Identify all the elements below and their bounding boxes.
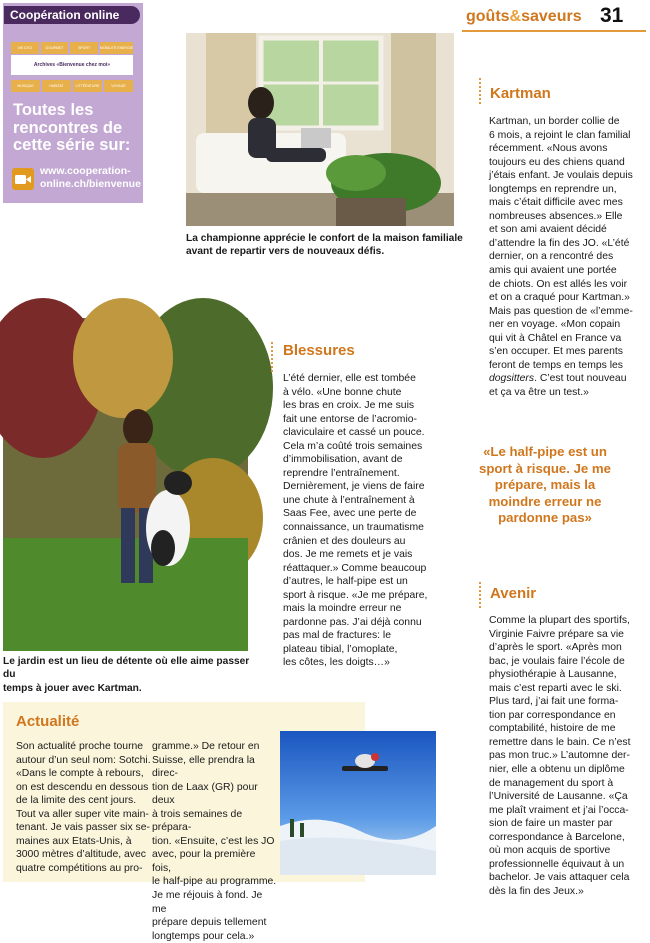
blessures-text: L’été dernier, elle est tombée à vélo. «Une bonne chute les bras en croix. Je me suis fait une entorse de l’acromio- claviculaire et cassé un pouce. Cela m’a coûté trois semaines d’immobilisation, avant de reprendre l’entraînement. Dernièrement, je viens de faire une chute à l’entraînement à Saas Fee, avec une perte de connaissance, un traumatisme crânien et des douleurs au dos. Je me remets et je vais réattaquer.» Comme beaucoup d’autres, le half-pipe est un sport à risque. «Je me prépare, mais la moindre erreur ne pardonne pas. J’ai déjà connu pas mal de fractures: le plateau tibial, l’omoplate, les côtes, les doigts…» [283, 373, 428, 669]
magazine-title-part1: goûts [466, 8, 510, 25]
kartman-text-end: . C’est tout nouveau et ça va être un test.» [489, 373, 627, 398]
avenir-text: Comme la plupart des sportifs, Virginie Faivre prépare sa vie d’après le sport. «Après mon bac, je voulais faire l’école de physiothérapie à Lausanne, mais c’est reparti avec le ski. Plus tard, j’ai fait une forma- tion par correspondance en comptabilité, histoire de me remettre dans le bain. Ce n’est pas mon truc.» L’automne der- nier, elle a obtenu un diplôme de management du sport à l’Université de Lausanne. «Ça me plaît vraiment et j’ai l’occa- sion de faire un master par correspondance à Barcelone, où mon acquis de sportive professionnelle équivaut à un bachelor. Je vais attaquer cela dès la fin des Jeux.» [489, 615, 631, 897]
photo1-caption: La championne apprécie le confort de la maison familiale avant de repartir vers de nouveaux défis. [186, 233, 463, 258]
promo-mini-tab[interactable]: LITTÉRATURE [73, 80, 102, 92]
promo-mini-tab[interactable]: SPORT [70, 42, 98, 54]
photo-halfpipe-jump [280, 731, 436, 875]
avenir-heading: Avenir [490, 585, 537, 602]
promo-mini-tab[interactable]: GOURMET [41, 42, 69, 54]
photo-garden-with-dog [3, 318, 248, 651]
promo-mini-tab[interactable]: MOBILITÉ ENERGIE [100, 42, 133, 54]
magazine-title [466, 8, 582, 26]
kartman-divider [479, 78, 481, 104]
photo2-caption: Le jardin est un lieu de détente où elle aime passer du temps à jouer avec Kartman. [3, 656, 250, 694]
kartman-text-italic: dogsitters [489, 373, 535, 385]
promo-mini-tab[interactable]: MUSIQUE [11, 80, 40, 92]
promo-url-link[interactable]: www.cooperation- online.ch/bienvenue [40, 165, 141, 190]
promo-mini-tab[interactable]: VOYAGE [104, 80, 133, 92]
promo-title: Coopération online [4, 6, 140, 24]
magazine-title-amp: & [509, 8, 522, 25]
magazine-title-part2: saveurs [521, 8, 582, 25]
actualite-heading: Actualité [16, 713, 80, 730]
kartman-text [489, 115, 649, 399]
pull-quote: «Le half-pipe est un sport à risque. Je me prépare, mais la moindre erreur ne pardonne pas» [479, 444, 611, 525]
promo-mini-tab[interactable]: HABITAT [42, 80, 71, 92]
video-camera-icon [12, 168, 34, 190]
kartman-heading: Kartman [490, 85, 551, 102]
actualite-text-col2: gramme.» De retour en Suisse, elle prendra la direc- tion de Laax (GR) pour deux à trois semaines de prépara- tion. «Ensuite, c’est les JO avec, pour la première fois, le half-pipe au programme. Je me réjouis à fond. Je me prépare depuis tellement longtemps pour cela.» [152, 741, 277, 942]
blessures-heading: Blessures [283, 342, 355, 359]
promo-mini-tabs-bottom [11, 80, 133, 92]
actualite-text-col1: Son actualité proche tourne autour d’un seul nom: Sotchi. «Dans le compte à rebours, on est descendu en dessous de la limite des cent jours. Tout va aller super vite main- tenant. Je vais passer six se- maines aux Etats-Unis, à 3000 mètres d’altitude, avec quatre compétitions au pro- [16, 741, 151, 874]
promo-mini-archive[interactable]: Archives «Bienvenue chez moi» [11, 55, 133, 75]
photo-woman-on-sofa [186, 33, 454, 226]
page-number: 31 [600, 4, 624, 27]
promo-mini-tabs-top [11, 42, 133, 54]
avenir-divider [479, 582, 481, 608]
header-rule [462, 30, 646, 32]
kartman-text-main: Kartman, un border collie de 6 mois, a rejoint le clan familial récemment. «Nous avons toujours eu des chiens quand j’étais enfant. Je voulais depuis longtemps en reprendre un, mais c’était difficile avec mes nombreuses absences.» Elle et son ami avaient décidé d’attendre la fin des JO. «L’été dernier, on a rencontré des amis qui avaient une portée de chiots. On est allés les voir et on a craqué pour Kartman.» Mais pas question de «l’emme- ner en voyage. «Mon copain qui vit à Châtel en France va s’en occuper. Et mes parents feront de temps en temps les [489, 116, 633, 371]
promo-headline: Toutes les rencontres de cette série sur: [13, 101, 131, 154]
blessures-divider [271, 342, 273, 372]
promo-mini-tab[interactable]: VIE D'ICI [11, 42, 39, 54]
